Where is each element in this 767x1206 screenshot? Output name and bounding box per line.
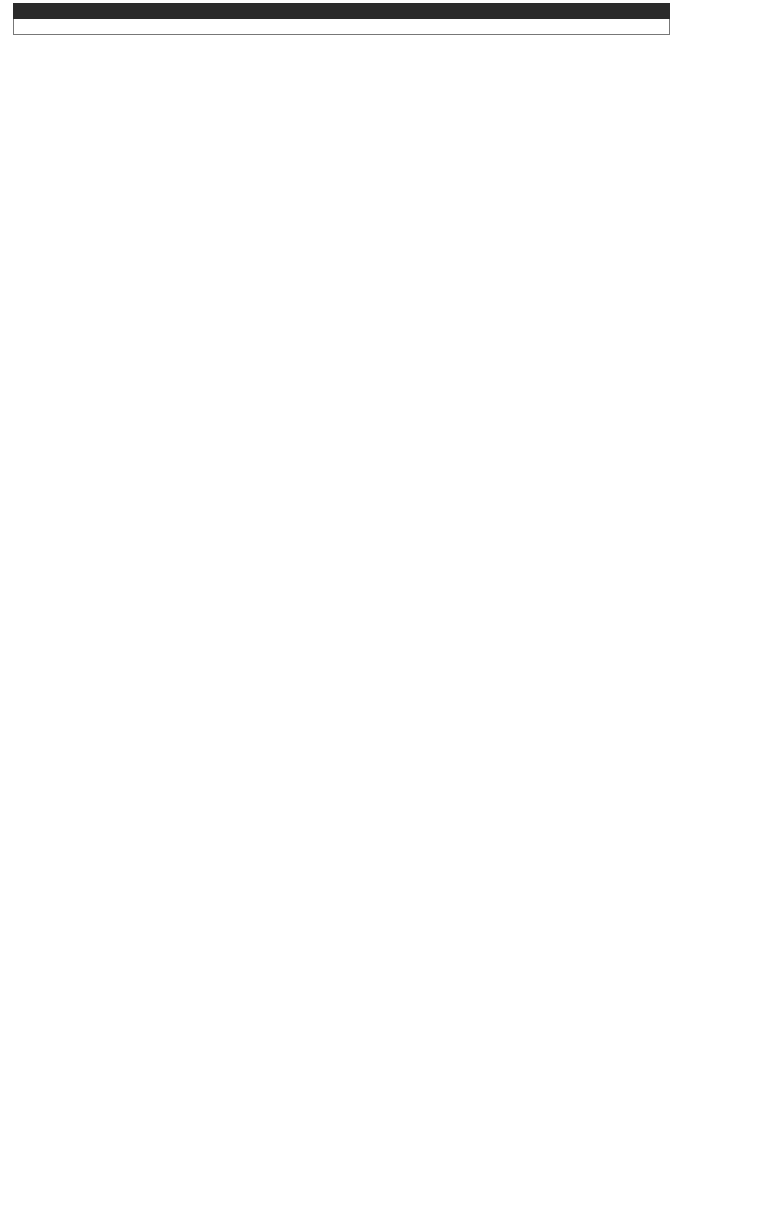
spec-header-table [13, 3, 670, 35]
